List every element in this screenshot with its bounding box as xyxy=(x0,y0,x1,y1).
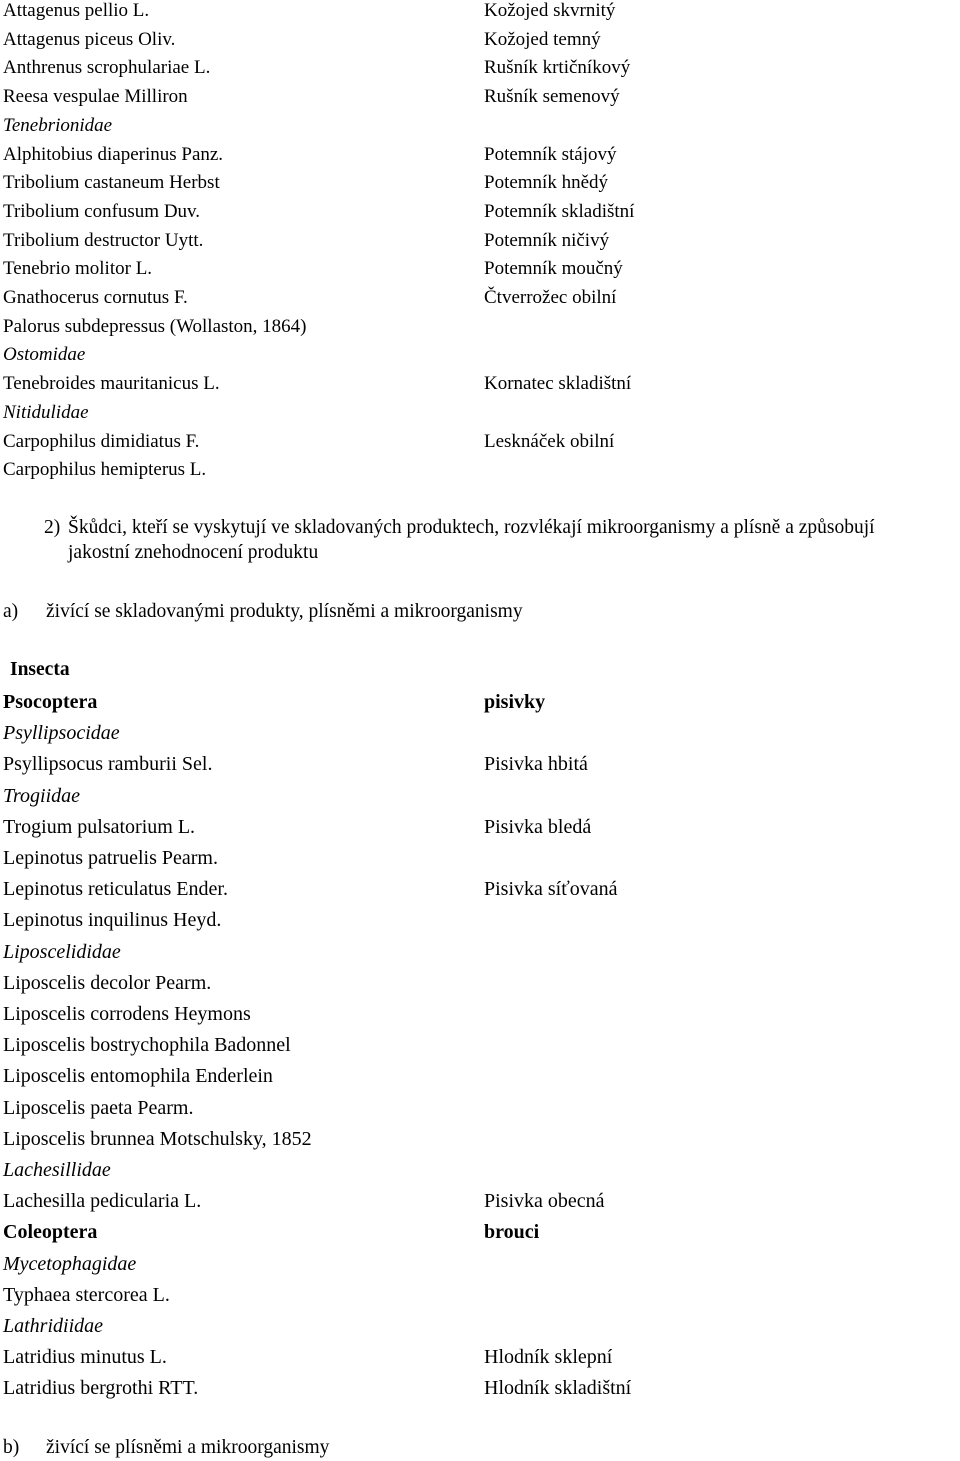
latin-name: Tribolium castaneum Herbst xyxy=(3,172,220,194)
family-name: Lathridiidae xyxy=(3,1315,104,1337)
class-heading: Insecta xyxy=(10,659,70,680)
section-heading-line-1: Škůdci, kteří se vyskytují ve skladovaných produktech, rozvlékají mikroorganismy a plísně a způsobují xyxy=(68,517,875,538)
species-row xyxy=(0,815,960,844)
family-row xyxy=(0,344,960,373)
czech-name: Kornatec skladištní xyxy=(484,373,632,395)
order-row xyxy=(0,690,960,719)
czech-name: Čtverrožec obilní xyxy=(484,287,617,308)
species-row xyxy=(0,752,960,781)
order-czech-name: brouci xyxy=(484,1221,540,1244)
species-row xyxy=(0,971,960,1000)
family-row xyxy=(0,940,960,969)
species-row xyxy=(0,172,960,201)
family-name: Nitidulidae xyxy=(3,401,89,423)
species-row xyxy=(0,1345,960,1374)
species-row xyxy=(0,1376,960,1405)
czech-name: Potemník moučný xyxy=(484,258,623,280)
latin-name: Attagenus pellio L. xyxy=(3,0,150,21)
latin-name: Tribolium confusum Duv. xyxy=(3,200,201,222)
species-row xyxy=(0,86,960,115)
species-row xyxy=(0,0,960,29)
latin-name: Trogium pulsatorium L. xyxy=(3,815,196,838)
species-row xyxy=(0,908,960,937)
subsection-b-text: živící se plísněmi a mikroorganismy xyxy=(46,1437,330,1458)
species-row xyxy=(0,258,960,287)
species-row xyxy=(0,230,960,259)
latin-name: Lepinotus patruelis Pearm. xyxy=(3,847,218,869)
latin-name: Psyllipsocus ramburii Sel. xyxy=(3,753,213,776)
latin-name: Tribolium destructor Uytt. xyxy=(3,229,204,251)
species-row xyxy=(0,287,960,316)
family-name: Liposcelididae xyxy=(3,940,121,963)
family-row xyxy=(0,1158,960,1187)
family-name: Mycetophagidae xyxy=(3,1252,137,1275)
latin-name: Latridius minutus L. xyxy=(3,1346,167,1369)
czech-name: Hlodník sklepní xyxy=(484,1346,613,1369)
family-row xyxy=(0,115,960,144)
czech-name: Potemník hnědý xyxy=(484,172,609,194)
subsection-a-marker: a) xyxy=(3,601,19,622)
latin-name: Carpophilus dimidiatus F. xyxy=(3,430,200,452)
species-row xyxy=(0,877,960,906)
latin-name: Tenebrio molitor L. xyxy=(3,258,153,280)
species-row xyxy=(0,1064,960,1093)
family-name: Lachesillidae xyxy=(3,1159,111,1181)
latin-name: Liposcelis brunnea Motschulsky, 1852 xyxy=(3,1127,312,1150)
latin-name: Latridius bergrothi RTT. xyxy=(3,1377,199,1400)
family-row xyxy=(0,721,960,750)
species-row xyxy=(0,1127,960,1156)
species-row xyxy=(0,846,960,875)
family-name: Ostomidae xyxy=(3,344,86,366)
czech-name: Rušník krtičníkový xyxy=(484,57,631,79)
family-row xyxy=(0,1314,960,1343)
latin-name: Gnathocerus cornutus F. xyxy=(3,287,188,308)
czech-name: Hlodník skladištní xyxy=(484,1377,632,1400)
czech-name: Potemník skladištní xyxy=(484,200,635,222)
order-czech-name: pisivky xyxy=(484,691,546,713)
latin-name: Lepinotus reticulatus Ender. xyxy=(3,878,228,901)
latin-name: Lachesilla pedicularia L. xyxy=(3,1190,202,1213)
species-row xyxy=(0,1002,960,1031)
czech-name: Pisivka obecná xyxy=(484,1190,605,1213)
species-row xyxy=(0,431,960,460)
latin-name: Liposcelis decolor Pearm. xyxy=(3,971,212,994)
subsection-b-marker: b) xyxy=(3,1437,20,1458)
latin-name: Attagenus piceus Oliv. xyxy=(3,28,176,50)
order-name: Psocoptera xyxy=(3,691,98,713)
order-row xyxy=(0,1220,960,1249)
latin-name: Anthrenus scrophulariae L. xyxy=(3,57,211,79)
czech-name: Pisivka bledá xyxy=(484,815,592,838)
species-row xyxy=(0,1096,960,1125)
latin-name: Liposcelis paeta Pearm. xyxy=(3,1096,194,1119)
latin-name: Lepinotus inquilinus Heyd. xyxy=(3,909,222,932)
latin-name: Liposcelis bostrychophila Badonnel xyxy=(3,1034,291,1057)
czech-name: Pisivka hbitá xyxy=(484,753,588,776)
species-row xyxy=(0,201,960,230)
latin-name: Liposcelis corrodens Heymons xyxy=(3,1003,251,1025)
czech-name: Rušník semenový xyxy=(484,86,620,108)
species-row xyxy=(0,57,960,86)
species-row xyxy=(0,1033,960,1062)
species-row xyxy=(0,1283,960,1312)
czech-name: Potemník ničivý xyxy=(484,229,610,251)
species-row xyxy=(0,373,960,402)
section-number: 2) xyxy=(44,517,61,538)
czech-name: Lesknáček obilní xyxy=(484,430,615,452)
family-row xyxy=(0,402,960,431)
family-name: Psyllipsocidae xyxy=(3,722,120,745)
czech-name: Potemník stájový xyxy=(484,143,617,165)
species-row xyxy=(0,1189,960,1218)
subsection-a-text: živící se skladovanými produkty, plísněmi a mikroorganismy xyxy=(46,601,523,622)
family-row xyxy=(0,1252,960,1281)
latin-name: Alphitobius diaperinus Panz. xyxy=(3,143,224,165)
family-row xyxy=(0,784,960,813)
latin-name: Reesa vespulae Milliron xyxy=(3,86,188,108)
order-name: Coleoptera xyxy=(3,1221,98,1244)
species-row xyxy=(0,144,960,173)
family-name: Trogiidae xyxy=(3,784,81,807)
latin-name: Palorus subdepressus (Wollaston, 1864) xyxy=(3,315,307,337)
latin-name: Tenebroides mauritanicus L. xyxy=(3,373,220,395)
czech-name: Pisivka síťovaná xyxy=(484,878,618,901)
species-row xyxy=(0,29,960,58)
species-row xyxy=(0,316,960,345)
latin-name: Carpophilus hemipterus L. xyxy=(3,459,207,481)
species-row xyxy=(0,459,960,488)
czech-name: Kožojed skvrnitý xyxy=(484,0,616,21)
section-heading-line-2: jakostní znehodnocení produktu xyxy=(68,542,319,563)
czech-name: Kožojed temný xyxy=(484,28,601,50)
family-name: Tenebrionidae xyxy=(3,114,113,136)
latin-name: Typhaea stercorea L. xyxy=(3,1283,170,1306)
latin-name: Liposcelis entomophila Enderlein xyxy=(3,1065,273,1088)
